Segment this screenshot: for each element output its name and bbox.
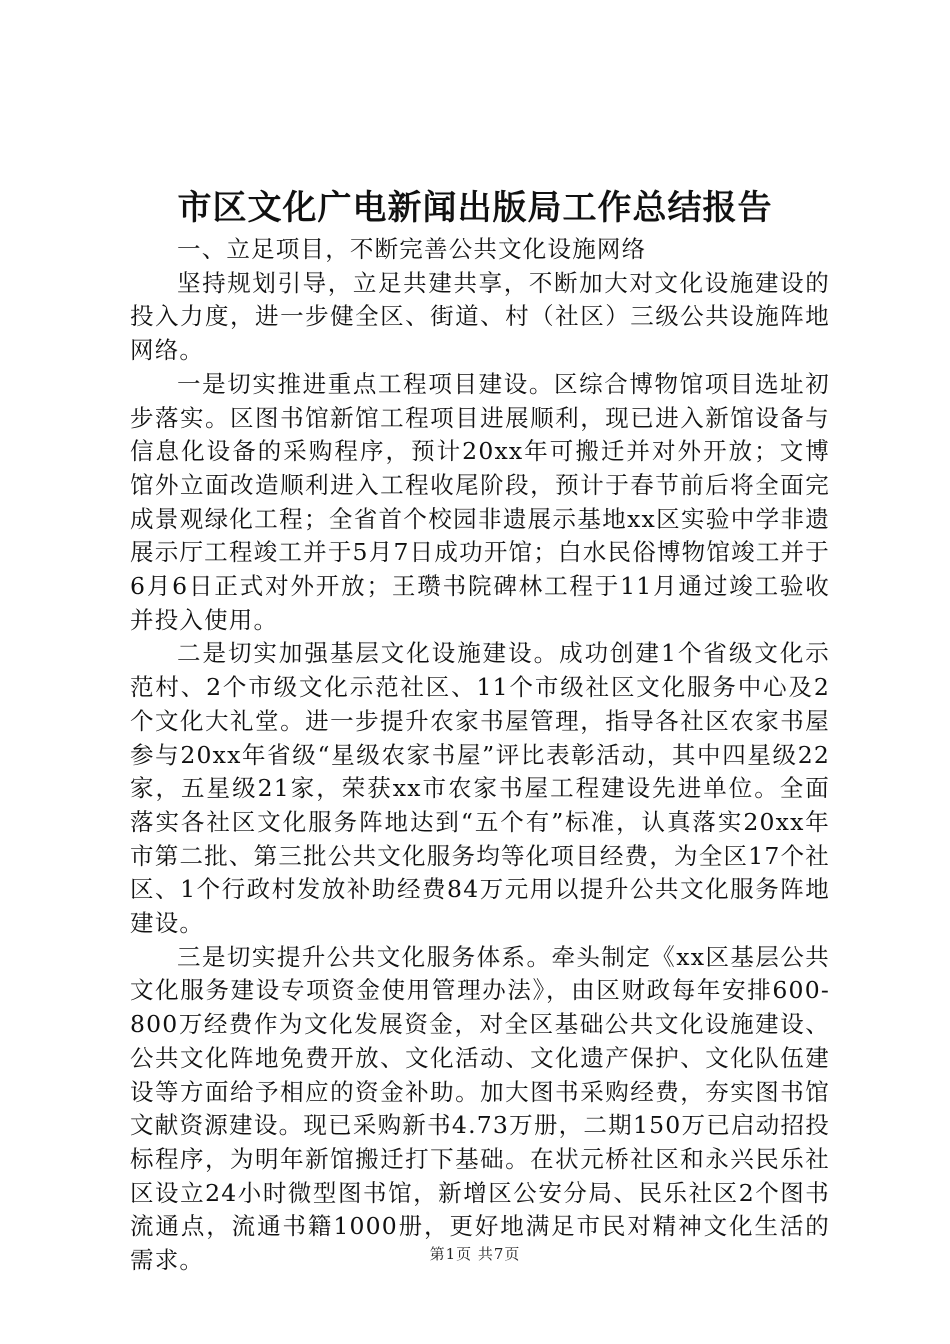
document-body [130,233,830,1278]
paragraph-grassroots-facilities: 二是切实加强基层文化设施建设。成功创建1个省级文化示范村、2个市级文化示范社区、11个市级社区文化服务中心及2个文化大礼堂。进一步提升农家书屋管理，指导各社区农家书屋参与20xx年省级“星级农家书屋”评比表彰活动，其中四星级22家，五星级21家，荣获xx市农家书屋工程建设先进单位。全面落实各社区文化服务阵地达到“五个有”标准，认真落实20xx年市第二批、第三批公共文化服务均等化项目经费，为全区17个社区、1个行政村发放补助经费84万元用以提升公共文化服务阵地建设。 [130,639,830,938]
section-heading: 一、立足项目，不断完善公共文化设施网络 [177,235,647,263]
document-title: 市区文化广电新闻出版局工作总结报告 [177,188,773,228]
paragraph-intro: 坚持规划引导，立足共建共享，不断加大对文化设施建设的投入力度，进一步健全区、街道、村（社区）三级公共设施阵地网络。 [130,268,830,365]
page-footer: 第1页 共7页 [429,1245,521,1263]
paragraph-public-service-system: 三是切实提升公共文化服务体系。牵头制定《xx区基层公共文化服务建设专项资金使用管理办法》，由区财政每年安排600-800万经费作为文化发展资金，对全区基础公共文化设施建设、公共文化阵地免费开放、文化活动、文化遗产保护、文化队伍建设等方面给予相应的资金补助。加大图书采购经费，夯实图书馆文献资源建设。现已采购新书4.73万册，二期150万已启动招投标程序，为明年新馆搬迁打下基础。在状元桥社区和永兴民乐社区设立24小时微型图书馆，新增区公安分局、民乐社区2个图书流通点，流通书籍1000册，更好地满足市民对精神文化生活的需求。 [130,942,830,1275]
paragraph-key-projects: 一是切实推进重点工程项目建设。区综合博物馆项目选址初步落实。区图书馆新馆工程项目进展顺利，现已进入新馆设备与信息化设备的采购程序，预计20xx年可搬迁并对外开放；文博馆外立面改造顺利进入工程收尾阶段，预计于春节前后将全面完成景观绿化工程；全省首个校园非遗展示基地xx区实验中学非遗展示厅工程竣工并于5月7日成功开馆；白水民俗博物馆竣工并于6月6日正式对外开放；王瓒书院碑林工程于11月通过竣工验收并投入使用。 [130,369,830,634]
